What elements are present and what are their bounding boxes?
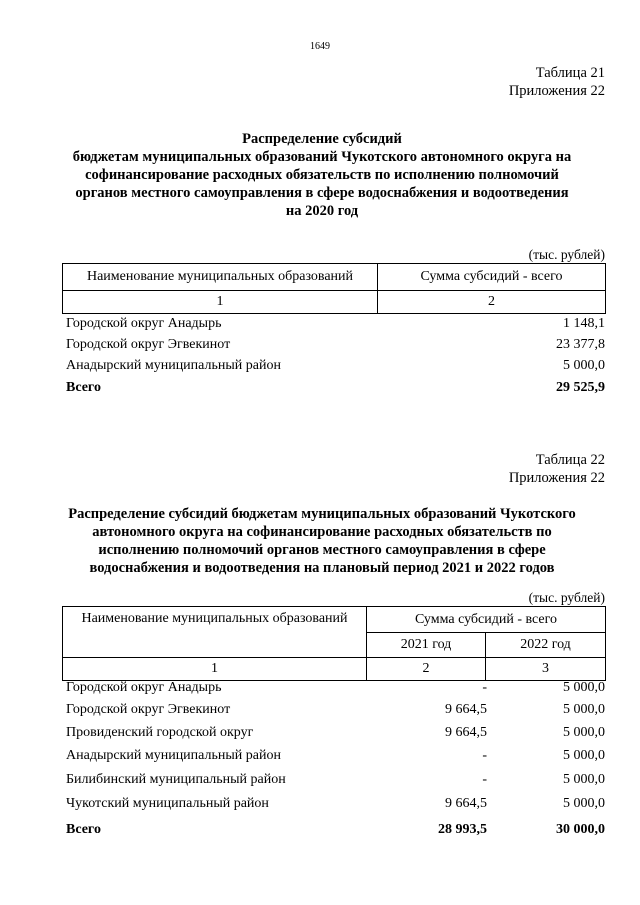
total-label: Всего [66,379,101,395]
table21-title-line: Распределение субсидий [242,131,402,147]
table21-reference [509,64,605,100]
table21-title [62,130,582,220]
table21-title-line: на 2020 год [285,203,359,219]
table22-title-line: автономного округа на софинансирование расходных обязательств по [92,524,552,540]
table22-body [66,678,605,844]
row-value-2021: - [482,771,487,787]
table22-col-2021: 2021 год [367,633,486,658]
table21-unit: (тыс. рублей) [528,247,605,262]
table22-col-2022: 2022 год [486,633,606,658]
table21-title-line: органов местного самоуправления в сфере водоснабжения и водоотведения [75,185,569,201]
table22-unit: (тыс. рублей) [528,590,605,605]
row-value-2021: 9 664,5 [445,701,487,717]
row-name: Анадырский муниципальный район [66,748,281,763]
table-row [66,698,605,721]
row-value-2021: - [482,748,487,763]
table22-col-num-1: 1 [63,658,367,681]
table-row [66,768,605,791]
table-row [66,791,605,816]
table22-title-line: водоснабжения и водоотведения на плановый период 2021 и 2022 годов [89,560,555,576]
row-value-2022: 5 000,0 [563,701,605,717]
row-value-2022: 5 000,0 [563,724,605,740]
table22-title-line: Распределение субсидий бюджетам муниципальных образований Чукотского [68,506,576,522]
table22-title-line: исполнению полномочий органов местного самоуправления в сфере [98,542,546,558]
table21-col-sum: Сумма субсидий - всего [378,264,606,291]
row-value-2021: - [482,680,487,695]
table22-col-num-3: 3 [486,658,606,681]
row-name: Городской округ Эгвекинот [66,336,231,352]
table22-col-sum: Сумма субсидий - всего [367,607,606,633]
row-value: 5 000,0 [563,357,605,373]
row-name: Анадырский муниципальный район [66,357,281,373]
table21-col-name: Наименование муниципальных образований [63,264,378,291]
row-name: Городской округ Эгвекинот [66,701,231,717]
row-name: Провиденский городской округ [66,724,254,740]
row-name: Городской округ Анадырь [66,315,222,331]
table21-number: Таблица 21 [535,65,605,81]
row-value-2022: 5 000,0 [563,795,605,811]
table22-col-name: Наименование муниципальных образований [63,607,367,658]
row-value-2021: 9 664,5 [445,795,487,811]
total-value: 29 525,9 [556,379,605,395]
table21-appendix: Приложения 22 [508,83,605,99]
table-row [66,721,605,744]
page-number: 1649 [310,41,330,52]
table22-header [62,606,606,681]
table-row [66,355,605,376]
table22-reference [509,451,605,487]
table22-col-num-2: 2 [367,658,486,681]
table-row [66,334,605,355]
table21-col-num-1: 1 [63,291,378,314]
row-value: 23 377,8 [556,336,605,352]
table21-body [66,313,605,399]
table21-col-num-2: 2 [378,291,606,314]
row-value-2022: 5 000,0 [563,771,605,787]
table22-number: Таблица 22 [535,452,605,468]
table22-appendix: Приложения 22 [508,470,605,486]
total-row [66,816,605,844]
table22-title [62,505,582,577]
total-value-2021: 28 993,5 [438,822,487,837]
total-row [66,376,605,399]
total-label: Всего [66,822,101,837]
table-row [66,678,605,698]
table21-header [62,263,606,314]
table21-title-line: бюджетам муниципальных образований Чукотского автономного округа на [72,149,572,165]
row-value-2022: 5 000,0 [563,680,605,695]
row-name: Билибинский муниципальный район [66,771,286,787]
row-name: Городской округ Анадырь [66,680,222,695]
table-row [66,744,605,768]
table-row [66,313,605,334]
row-value-2022: 5 000,0 [563,748,605,763]
row-name: Чукотский муниципальный район [66,795,269,811]
row-value: 1 148,1 [563,315,605,331]
row-value-2021: 9 664,5 [445,724,487,740]
total-value-2022: 30 000,0 [556,822,605,837]
table21-title-line: софинансирование расходных обязательств по исполнению полномочий [85,167,559,183]
